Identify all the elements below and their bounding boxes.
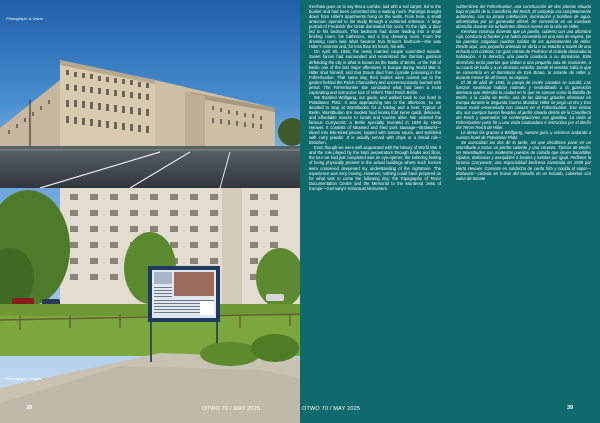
- photo-caption-bottom: Photograph: Images: [6, 376, 43, 381]
- memorial-site-illustration: [0, 188, 300, 423]
- building-photo: [0, 0, 300, 188]
- spanish-paragraph: Kershaw continúa diciendo que un pasillo, cubierto con una alfombra roja, conducía al búnker y se había convertido en una sala de espera. De las paredes colgaban cuadros traídos de los apartamentos de Hitler. Desde aquí, una pequeña antesala se abría a su estudio a través de una entrada con cortinas. Un gran retrato de Federico el Grande dominaba la habitación. A la derecha, una puerta conducía a su dormitorio. Este dormitorio tenía puertas que daban a una pequeña sala de reuniones, a su cuarto de baño y a un diminuto vestidor. Desde el vestidor salía lo que se convertiría en el dormitorio de Eva Braun, la amante de Hitler y, durante menos de 40 horas, su esposa.: [456, 29, 591, 80]
- english-paragraph: On April 30, 1945, the newly married couple committed suicide. Soviet forces had surrounded and neutralized the German garrison defending the city in what is known as the Battle of Berlin, or the Fall of Berlin one of the last major offensives in Europe during World War II. Hitler shot himself, and Eva Braun died from cyanide poisoning in the Führerbunker. That same day, their bodies were carried out to the garden behind the Reich Chancellery and unceremoniously burned with petrol. The Führerbunker site concluded what had been a most captivating and instructive tour of Hitler's Third Reich Berlin.: [309, 49, 441, 95]
- footer-left: OTWO 70 / MAY 2025: [202, 406, 261, 412]
- page-number-left: 38: [26, 405, 33, 411]
- spanish-paragraph: Le dimos las gracias a Wolfgang, nuestro guía, y volvimos andando a nuestro hotel de Potsdamer Platz.: [456, 130, 591, 141]
- english-paragraph: Even though we were well acquainted with the history of World War II and the role played by the Nazi perpetrators through books and films, the tour we had just completed was an eye-opener; the sobering feeling of being physically present in the actual buildings where such horrors were conceived deepened my understanding of the nightmare. The experience was very moving. However, nothing could have prepared us for what was to come the following day: the Topography of Terror Documentation Centre and the Memorial to the Murdered Jews of Europe—Germany's Holocaust Monument.: [309, 145, 441, 191]
- spanish-paragraph: Se acercaban las dos de la tarde, así que decidimos parar en un Wurstbude a tomar un perrito caliente y una cerveza. Típicos de Berlín, los Wurstbuden son modestos puestos de comida que sirven bocadillos rápidos, deliciosos y asequibles a locales y turistas por igual. Pedimos la famosa Currywurst, una especialidad berlinesa inventada en 1949 por Herta Heuwer. Consiste en salchicha de cerdo frita y cocida al vapor—Bratwurst—cortada en trozos del tamaño de un bocado, cubiertas con salsa de tomate: [456, 140, 591, 181]
- photo-caption-top: Photograph: A.Gavin: [6, 16, 43, 21]
- building-illustration: [0, 0, 300, 188]
- article-column-english: [309, 4, 441, 191]
- english-paragraph: We thanked Wolfgang, our guide, and walked back to our hotel in Potsdamer Platz. It was approaching two in the afternoon, so we decided to stop at Wurstbuden for a hotdog and a beer. Typical of Berlin, Wurstbuden are modest food kiosks that serve quick, delicious, and affordable snacks to locals and tourists alike. We ordered the famous Currywurst; a Berlin specialty invented in 1949 by Herta Heuwer. It consists of steamed and fried pork sausage—Bratwurst—sliced into bite-sized pieces, topped with tomato sauce, and sprinkled with curry powder. It is usually served with chips or a bread roll—Brötchen.: [309, 94, 441, 146]
- page-number-right: 39: [567, 405, 574, 411]
- right-page: [300, 0, 600, 423]
- spanish-paragraph: subterráneo del Führerbunker, una construcción de dos plantas situada bajo el jardín de la Cancillería del Reich. El complejo era completamente autónomo, con su propia calefacción, iluminación y bombeo de agua, alimentados por un generador diésel. Se convertiría en un inusitado domicilio durante los turbulentos últimos meses de la vida de Hitler.: [456, 4, 591, 30]
- article-column-spanish: [456, 4, 591, 181]
- memorial-site-photo: [0, 188, 300, 423]
- spanish-paragraph: El 30 de abril de 1945, la pareja de recién casados se suicidó. Las fuerzas soviéticas habían rodeado y neutralizado a la guarnición alemana que defendía la ciudad en lo que se conoce como la Batalla de Berlín, o la Caída de Berlín, una de las últimas grandes ofensivas en Europa durante la Segunda Guerra Mundial. Hitler se pegó un tiro y Eva Braun murió envenenada con cianuro en el Führerbunker. Ese mismo día, sus cuerpos fueron llevados al jardín situado detrás de la Cancillería del Reich y quemados sin contemplaciones con gasolina. La visita al Führerbunker puso fin a una visita cautivadora e instructiva por el Berlín del Tercer Reich de Hitler.: [456, 79, 591, 131]
- english-paragraph: Kershaw goes on to say that a corridor, laid with a red carpet, led to the bunker and had been converted into a waiting room. Paintings brought down from Hitler's apartments hung on the walls. From here, a small anteroom opened to his study through a curtained entrance. A large portrait of Frederick the Great dominated the room. To the right, a door led to his bedroom. This bedroom had doors leading into a small briefing room, his bathroom, and a tiny dressing room. From the dressing room was what became Eva Braun's bedroom—she was Hitler's mistress and, for less than 40 hours, his wife.: [309, 4, 441, 50]
- footer-right: OTWO 70 / MAY 2025: [302, 406, 361, 412]
